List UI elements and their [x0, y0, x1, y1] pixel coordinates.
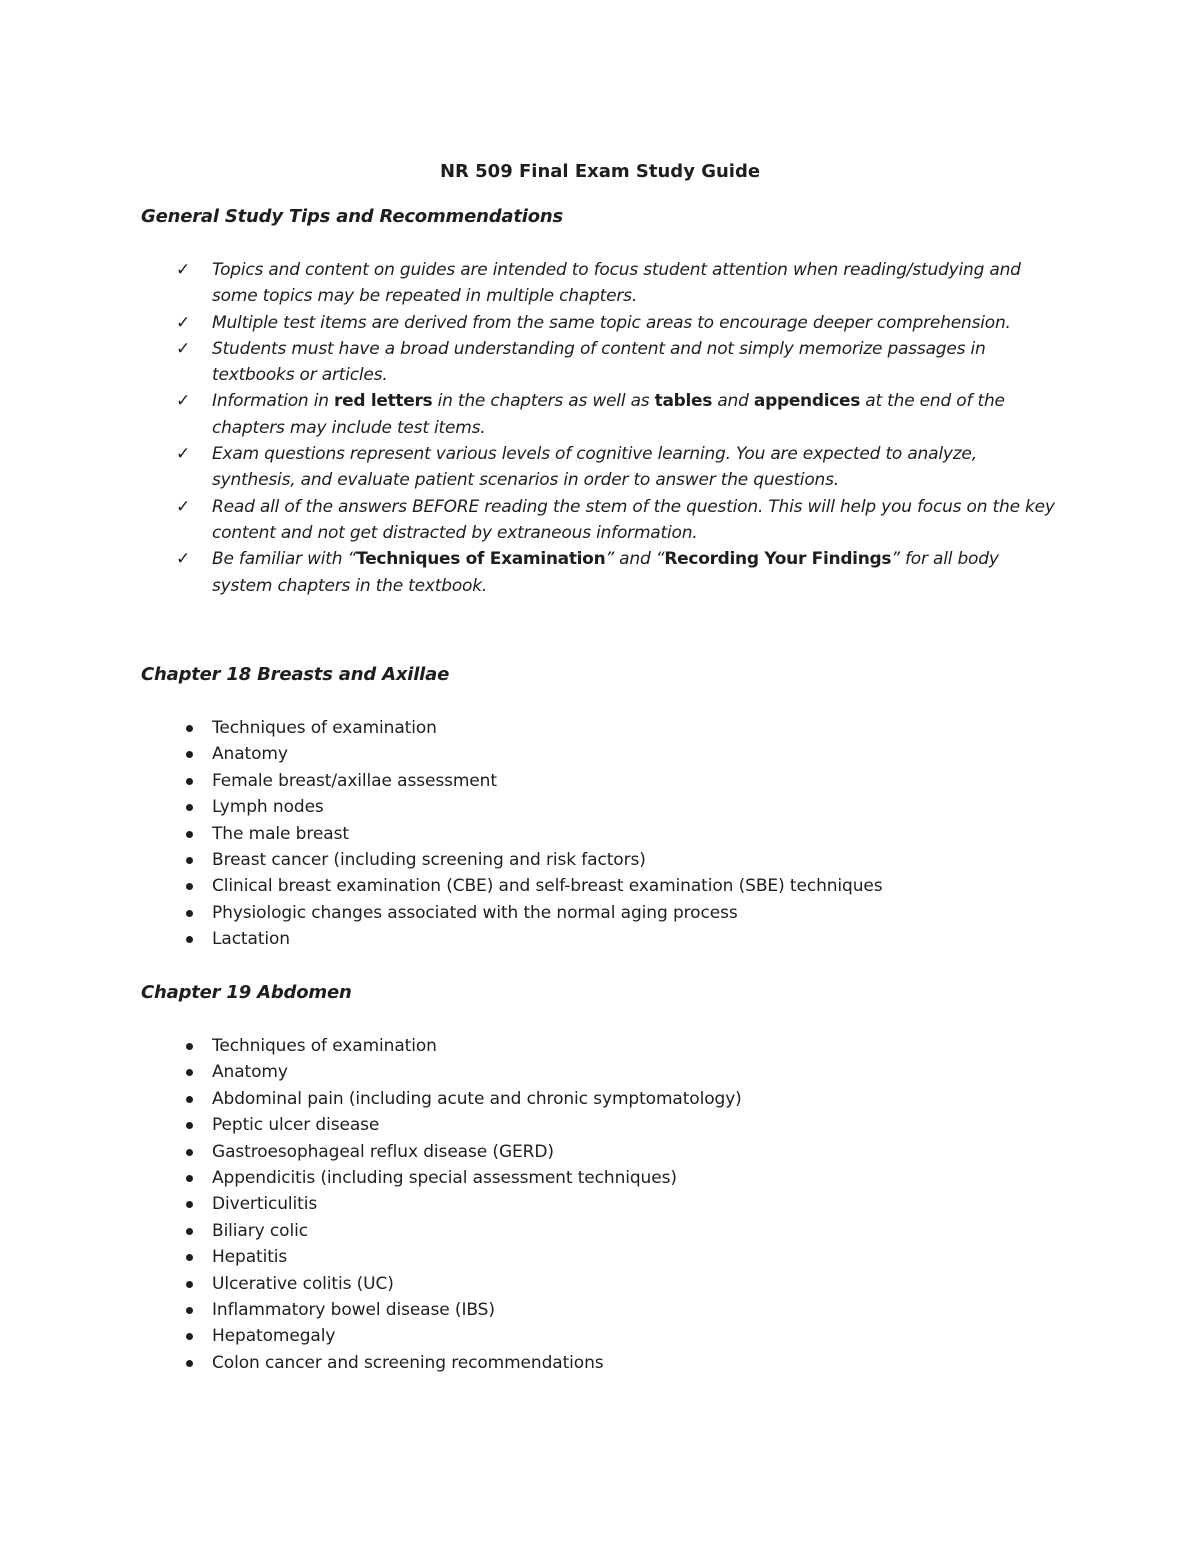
- bullet-icon: [186, 1333, 193, 1340]
- chapter19-heading: Chapter 19 Abdomen: [141, 982, 352, 1003]
- list-item: [0, 1271, 742, 1297]
- chapter18-heading: Chapter 18 Breasts and Axillae: [141, 664, 450, 685]
- checkmark-icon: ✓: [176, 549, 191, 570]
- tip-item: [0, 441, 1062, 494]
- tip-emphasis-tables: tables: [654, 391, 713, 412]
- bullet-icon: [186, 1175, 193, 1182]
- list-item: [0, 715, 883, 741]
- bullet-icon: [186, 1201, 193, 1208]
- bullet-icon: [186, 751, 193, 758]
- list-item: [0, 1086, 742, 1112]
- list-item: [0, 1112, 742, 1138]
- list-item-text: Techniques of examination: [212, 718, 437, 738]
- list-item: [0, 1165, 742, 1191]
- tip-text: in the chapters as well as: [432, 391, 655, 412]
- document-title: NR 509 Final Exam Study Guide: [439, 161, 761, 182]
- list-item-text: The male breast: [212, 823, 349, 844]
- bullet-icon: [186, 1096, 193, 1103]
- bullet-icon: [186, 725, 193, 732]
- checkmark-icon: ✓: [176, 312, 191, 333]
- bullet-icon: [186, 831, 193, 838]
- tip-item: [0, 310, 1062, 336]
- list-item-text: Gastroesophageal reflux disease (GERD): [212, 1141, 554, 1162]
- bullet-icon: [186, 1254, 193, 1261]
- tips-list: [0, 257, 1062, 599]
- list-item-text: Clinical breast examination (CBE) and self-breast examination (SBE) techniques: [212, 876, 883, 897]
- list-item: [0, 873, 883, 899]
- bullet-icon: [186, 1281, 193, 1288]
- tip-item: [0, 546, 1062, 599]
- chapter18-list: [0, 715, 883, 953]
- list-item-text: Female breast/axillae assessment: [212, 770, 497, 791]
- tip-emphasis-techniques: Techniques of Examination: [356, 549, 606, 570]
- list-item: [0, 794, 883, 820]
- list-item-text: Inflammatory bowel disease (IBS): [212, 1300, 495, 1321]
- tip-text: at the end of the chapters may include test items.: [212, 391, 1005, 438]
- tip-item: [0, 388, 1062, 441]
- tip-emphasis-recording: Recording Your Findings: [664, 549, 892, 570]
- tip-emphasis-red-letters: red letters: [334, 391, 433, 412]
- list-item-text: Biliary colic: [212, 1220, 308, 1241]
- list-item: [0, 1059, 742, 1085]
- checkmark-icon: ✓: [176, 496, 191, 517]
- list-item-text: Hepatitis: [212, 1247, 288, 1268]
- tip-text: ” for all body system chapters in the textbook.: [212, 549, 999, 596]
- bullet-icon: [186, 1122, 193, 1129]
- tip-text: Exam questions represent various levels of cognitive learning. You are expected to analyze, synthesis, and evaluate patient scenarios in order to answer the questions.: [212, 444, 977, 491]
- bullet-icon: [186, 778, 193, 785]
- bullet-icon: [186, 910, 193, 917]
- bullet-icon: [186, 1360, 193, 1367]
- list-item: [0, 1350, 742, 1376]
- list-item: [0, 1139, 742, 1165]
- bullet-icon: [186, 936, 193, 943]
- list-item-text: Lymph nodes: [212, 797, 324, 818]
- list-item: [0, 847, 883, 873]
- tip-text: and: [712, 391, 754, 412]
- list-item: [0, 900, 883, 926]
- bullet-icon: [186, 1043, 193, 1050]
- checkmark-icon: ✓: [176, 444, 191, 465]
- bullet-icon: [186, 883, 193, 890]
- chapter19-list: [0, 1033, 742, 1376]
- tip-text: ” and “: [605, 549, 665, 570]
- checkmark-icon: ✓: [176, 338, 191, 359]
- bullet-icon: [186, 1307, 193, 1314]
- list-item-text: Anatomy: [212, 744, 288, 765]
- list-item: [0, 1191, 742, 1217]
- bullet-icon: [186, 1149, 193, 1156]
- list-item: [0, 926, 883, 952]
- list-item-text: Ulcerative colitis (UC): [212, 1273, 394, 1294]
- list-item-text: Appendicitis (including special assessment techniques): [212, 1168, 677, 1189]
- bullet-icon: [186, 857, 193, 864]
- checkmark-icon: ✓: [176, 260, 191, 280]
- list-item-text: Abdominal pain (including acute and chronic symptomatology): [212, 1088, 742, 1109]
- list-item-text: Physiologic changes associated with the normal aging process: [212, 902, 738, 923]
- list-item-text: Peptic ulcer disease: [212, 1115, 380, 1136]
- list-item: [0, 1244, 742, 1270]
- tip-text: Be familiar with “: [212, 549, 357, 570]
- bullet-icon: [186, 1228, 193, 1235]
- tip-text: Students must have a broad understanding of content and not simply memorize passages in textbooks or articles.: [212, 338, 986, 386]
- tip-text: Information in: [212, 391, 335, 412]
- list-item: [0, 1033, 742, 1059]
- bullet-icon: [186, 804, 193, 811]
- tip-emphasis-appendices: appendices: [753, 391, 861, 412]
- list-item: [0, 1323, 742, 1349]
- tip-item: [0, 257, 1062, 310]
- list-item-text: Lactation: [212, 929, 290, 950]
- tip-item: [0, 494, 1062, 547]
- list-item-text: Breast cancer (including screening and risk factors): [212, 850, 646, 871]
- bullet-icon: [186, 1069, 193, 1076]
- list-item: [0, 1218, 742, 1244]
- list-item-text: Techniques of examination: [212, 1036, 437, 1056]
- tip-text: Topics and content on guides are intended to focus student attention when reading/studying and some topics may be repeated in multiple chapters.: [212, 260, 1021, 307]
- list-item-text: Diverticulitis: [212, 1194, 318, 1215]
- list-item-text: Anatomy: [212, 1062, 288, 1083]
- list-item: [0, 821, 883, 847]
- checkmark-icon: ✓: [176, 391, 191, 412]
- list-item: [0, 1297, 742, 1323]
- list-item-text: Colon cancer and screening recommendations: [212, 1352, 604, 1373]
- tip-item: [0, 336, 1062, 389]
- list-item: [0, 768, 883, 794]
- list-item-text: Hepatomegaly: [212, 1326, 336, 1347]
- tip-text: Multiple test items are derived from the same topic areas to encourage deeper comprehension.: [212, 312, 1011, 333]
- tips-heading: General Study Tips and Recommendations: [141, 206, 564, 227]
- tip-text: Read all of the answers BEFORE reading the stem of the question. This will help you focus on the key content and not get distracted by extraneous information.: [212, 496, 1055, 543]
- list-item: [0, 741, 883, 767]
